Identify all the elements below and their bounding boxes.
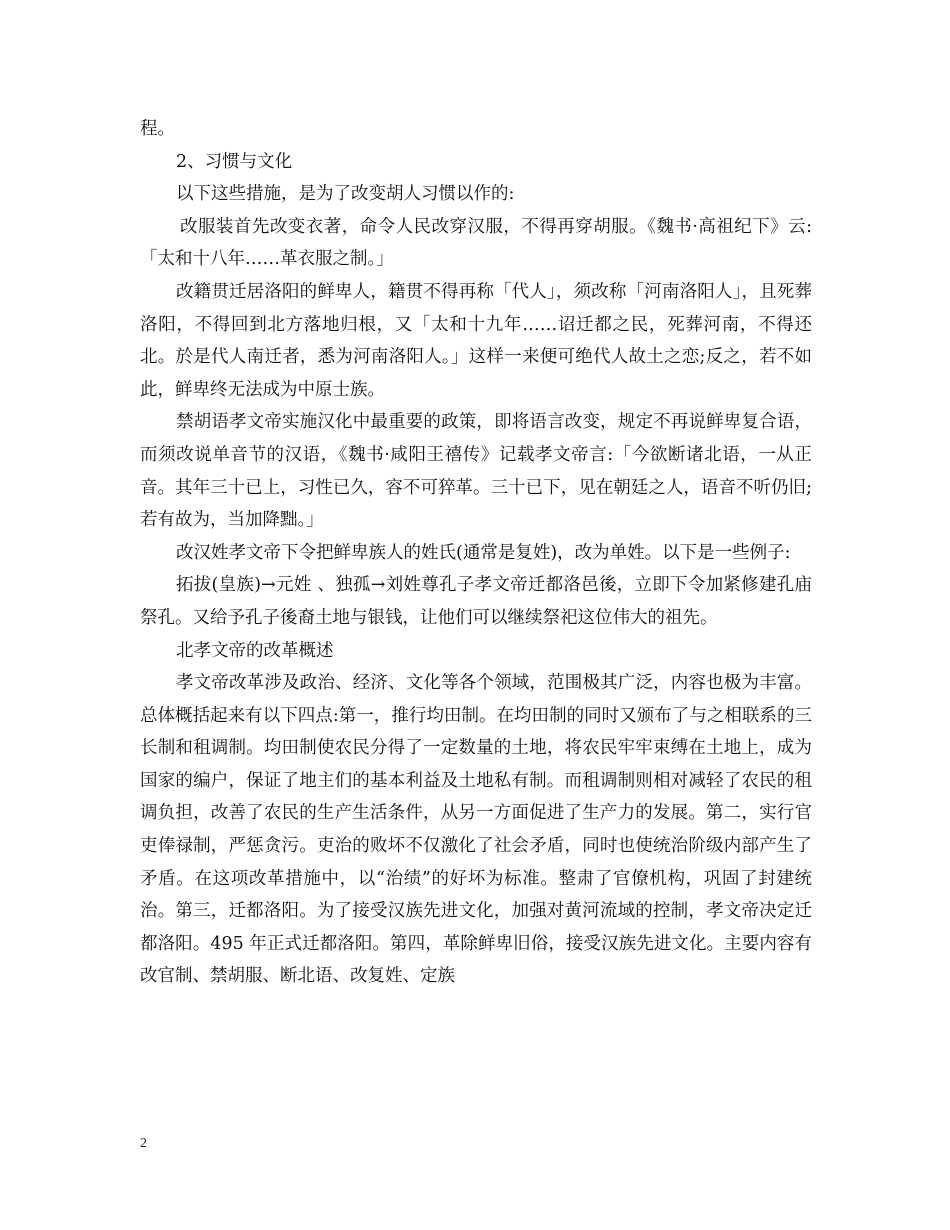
paragraph-clothing: 改服装首先改变衣著，命令人民改穿汉服，不得再穿胡服。《魏书·高祖纪下》云:「太和十八年……革衣服之制。」 bbox=[140, 216, 812, 270]
paragraph-confucius: 拓拔(皇族)→元姓 、独孤→刘姓尊孔子孝文帝迁都洛邑後，立即下令加紧修建孔庙祭孔。又给予孔子後裔土地与银钱，让他们可以继续祭祀这位伟大的祖先。 bbox=[140, 575, 812, 628]
paragraph-continuation: 程。 bbox=[140, 119, 175, 139]
section-heading-reform-overview: 北孝文帝的改革概述 bbox=[176, 640, 334, 661]
page-number: 2 bbox=[140, 1136, 147, 1151]
paragraph-language: 禁胡语孝文帝实施汉化中最重要的政策，即将语言改变，规定不再说鲜卑复合语，而须改说单音节的汉语，《魏书·咸阳王禧传》记载孝文帝言:「今欲断诸北语，一从正音。其年三十已上，习性已久，容不可猝革。三十已下，见在朝廷之人，语音不听仍旧;若有故为，当加降黜。」 bbox=[140, 412, 812, 531]
section-heading-customs-culture: 2、习惯与文化 bbox=[176, 151, 293, 172]
document-body bbox=[140, 113, 812, 993]
paragraph-reform-summary: 孝文帝改革涉及政治、经济、文化等各个领域，范围极其广泛，内容也极为丰富。总体概括起来有以下四点:第一，推行均田制。在均田制的同时又颁布了与之相联系的三长制和租调制。均田制使农民分得了一定数量的土地，将农民牢牢束缚在土地上，成为国家的编户，保证了地主们的基本利益及土地私有制。而租调制则相对减轻了农民的租调负担，改善了农民的生产生活条件，从另一方面促进了生产力的发展。第二，实行官吏俸禄制，严惩贪污。吏治的败坏不仅激化了社会矛盾，同时也使统治阶级内部产生了矛盾。在这项改革措施中，以“治绩”的好坏为标准。整肃了官僚机构，巩固了封建统治。第三，迁都洛阳。为了接受汉族先进文化，加强对黄河流域的控制，孝文帝决定迁都洛阳。495 年正式迁都洛阳。第四，革除鲜卑旧俗，接受汉族先进文化。主要内容有改官制、禁胡服、断北语、改复姓、定族 bbox=[140, 673, 812, 987]
paragraph-native-place: 改籍贯迁居洛阳的鲜卑人，籍贯不得再称「代人」，须改称「河南洛阳人」，且死葬洛阳，不得回到北方落地归根，又「太和十九年……诏迁都之民，死葬河南，不得还北。於是代人南迁者，悉为河南洛阳人。」这样一来便可绝代人故土之恋;反之，若不如此，鲜卑终无法成为中原士族。 bbox=[140, 281, 812, 400]
paragraph-intro: 以下这些措施，是为了改变胡人习惯以作的: bbox=[176, 184, 515, 205]
paragraph-surnames: 改汉姓孝文帝下令把鲜卑族人的姓氏(通常是复姓)，改为单姓。以下是一些例子: bbox=[176, 542, 791, 563]
